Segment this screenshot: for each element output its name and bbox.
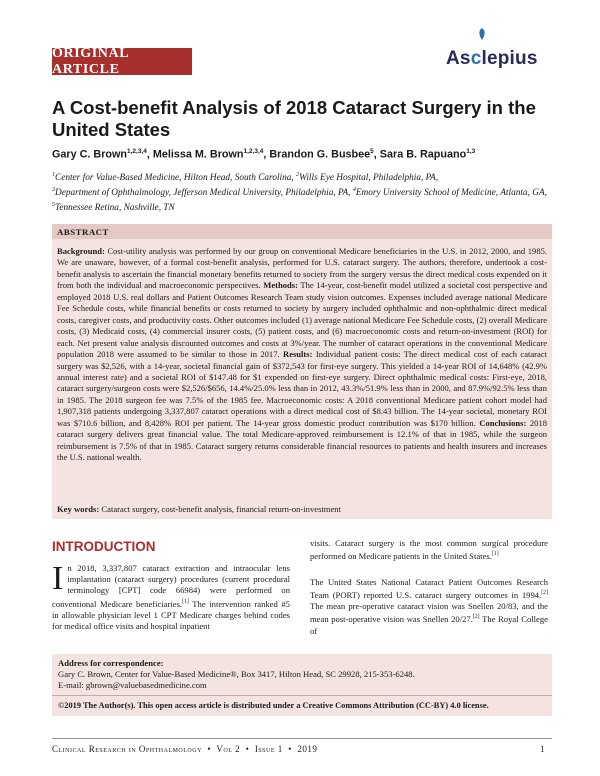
affiliation: Emory University School of Medicine, Atlanta, GA,	[355, 188, 547, 199]
citation-ref[interactable]: [2]	[541, 590, 548, 597]
article-type-tag	[52, 45, 192, 77]
footer-divider	[52, 738, 552, 739]
paper-title: A Cost-benefit Analysis of 2018 Cataract Surgery in the United States	[52, 97, 536, 140]
citation-ref[interactable]: [1]	[491, 551, 499, 558]
volume: Vol 2	[216, 744, 241, 754]
introduction-heading: INTRODUCTION	[52, 539, 156, 554]
correspondence-email[interactable]: E-mail: gbrown@valuebasedmedicine.com	[58, 680, 207, 690]
article-type-label: ORIGINAL ARTICLE	[52, 45, 129, 77]
correspondence-address: Gary C. Brown, Center for Value-Based Medicine®, Box 3417, Hilton Head, SC 29928, 215-353-6248.	[58, 669, 415, 679]
abstract-background: Cost-utility analysis was performed by our group on conventional Medicare beneficiaries in the U.S. in 2012, 2000, and 1985. We are unaware, however, of a formal cost-benefit analysis, performed for U.S. cataract surgery. The authors, therefore, undertook a cost-benefit analysis to ascertain the financial monetary benefits returned to society from the surgery versus the direct medical costs expended on it from both the individual and macroeconomic perspectives.	[57, 246, 548, 291]
author-affil-sup: 5	[370, 148, 374, 155]
author-affil-sup: 1,2,3,4	[127, 148, 147, 155]
author-name: Sara B. Rapuano	[379, 148, 467, 161]
year: 2019	[297, 744, 318, 754]
author-list: Gary C. Brown$^{1,2,3,4}$, Melissa M. Brown$^{1,2,3,4}$, Brandon G. Busbee$^5$, Sara B. Rapuano$^{1,3}$	[52, 148, 476, 161]
copyright-notice: ©2019 The Author(s). This open access article is distributed under a Creative Commons Attribution (CC-BY) 4.0 license.	[58, 701, 489, 710]
author-name: Melissa M. Brown	[152, 148, 244, 161]
correspondence-label: Address for correspondence:	[58, 658, 164, 668]
publisher-logo	[446, 34, 546, 68]
issue: Issue 1	[254, 744, 283, 754]
author-name: Gary C. Brown	[52, 148, 127, 161]
footer-journal-info: Clinical Research in Ophthalmology • Vol 2 • Issue 1 • 2019	[52, 744, 318, 754]
author-name: Brandon G. Busbee	[269, 148, 371, 161]
introduction-left-column: In 2018, 3,337,807 cataract extraction and intraocular lens implantation (cataract surgery) procedures (current procedural terminology [CPT] code 66984) were performed on conventional Medicare beneficiaries.[1] The intervention ranked #5 in allowable physician level 1 CPT Medicare charges behind codes for medical office visits and hospital inpatient	[52, 560, 290, 631]
dropcap: I	[52, 560, 64, 597]
logo-wordmark: Asclepius	[446, 48, 538, 69]
keywords-text: Cataract surgery, cost-benefit analysis, financial return-on-investment	[101, 504, 341, 514]
keywords: Key words: Cataract surgery, cost-benefit analysis, financial return-on-investment	[57, 504, 341, 514]
divider	[52, 695, 552, 696]
logo-leaf-icon	[476, 28, 488, 40]
page-number: 1	[540, 744, 545, 754]
abstract-methods: The 14-year, cost-benefit model utilized a societal cost perspective and employed 2018 U.S. real dollars and Patient Outcomes Research Team study vision outcomes. Expenses included average national Medicare Fee Schedule costs, while financial benefits or costs returned to society by surgery included ophthalmic and non-ophthalmic direct medical costs, caregiver costs, and productivity costs. Other outcomes included (1) average national Medicare Fee Schedule costs, (2) overall Medicare costs, (3) Medicaid costs, (4) commercial insurer costs, (5) patient costs, and (6) macroeconomic costs and return-on-investment (ROI) for each. Net present value analysis discounted outcomes and costs at 3%/year. The number of cataract operations in the conventional Medicare population 2018 were assumed to be similar to those in 2017.	[57, 280, 547, 360]
affiliation: Wills Eye Hospital, Philadelphia, PA,	[299, 173, 439, 184]
correspondence-text	[58, 658, 548, 691]
abstract-heading: ABSTRACT	[52, 224, 552, 239]
affiliation: Department of Ophthalmology, Jefferson Medical University, Philadelphia, PA,	[55, 188, 353, 199]
introduction-right-para1: visits. Cataract surgery is the most common surgical procedure performed on Medicare patients in the United States.[1]	[310, 538, 548, 562]
abstract-conclusions: 2018 cataract surgery delivers great financial value. The total Medicare-approved reimbursement is 12.1% of that in 1985, while the surgeon reimbursement is 7.5% of that in 1985. Cataract surgery returns considerable financial resources to patients and health insurers and increases the U.S. national wealth.	[57, 417, 547, 463]
abstract-results: Individual patient costs: The direct medical cost of each cataract surgery was $2,526, with a 14-year, societal financial gain of $372,543 for first-eye surgery. This yielded a 14-year ROI of 14,648% (42.9% annual interest rate) and a societal ROI of $147.48 for $1 expended on first-eye surgery. Direct ophthalmic medical costs: First-eye, 2018, cataract surgery/surgeon costs were $2,526/$656, 14.4%/25.0% less than in 2012, 43.3%/51.9% less than in 2000, and 87.9%/92.5% less than in 1985. The 2018 surgeon fee was 7.5% of the 1985 fee. Macroeconomic costs: A 2018 conventional Medicare patient cohort model had 1,907,318 patients undergoing 3,337,807 cataract operations with a direct medical cost of $8.43 billion. The 14-year societal, monetary ROI was $710.6 billion, and 8,428% ROI per patient. The 14-year gross domestic product contribution was $170 billion.	[57, 349, 547, 428]
affiliation: Center for Value-Based Medicine, Hilton Head, South Carolina,	[55, 173, 297, 184]
abstract-body: Background: Cost-utility analysis was performed by our group on conventional Medicare beneficiaries in the U.S. in 2012, 2000, and 1985. We are unaware, however, of a formal cost-benefit analysis, performed for U.S. cataract surgery. The authors, therefore, undertook a cost-benefit analysis to ascertain the financial monetary benefits returned to society from the surgery versus the direct medical costs expended on it from both the individual and macroeconomic perspectives. Methods: The 14-year, cost-benefit model utilized a societal cost perspective and employed 2018 U.S. real dollars and Patient Outcomes Research Team study vision outcomes. Expenses included average national Medicare Fee Schedule costs, while financial benefits or costs returned to society by surgery included ophthalmic and non-ophthalmic direct medical costs, caregiver costs, and productivity costs. Other outcomes included (1) average national Medicare Fee Schedule costs, (2) overall Medicare costs, (3) Medicaid costs, (4) commercial insurer costs, (5) patient costs, and (6) macroeconomic costs and return-on-investment (ROI) for each. Net present value analysis discounted outcomes and costs at 3%/year. The number of cataract operations in the conventional Medicare population 2018 were assumed to be similar to those in 2017. Results: Individual patient costs: The direct medical cost of each cataract surgery was $2,526, with a 14-year, societal financial gain of $372,543 for first-eye surgery. This yielded a 14-year ROI of 14,648% (42.9% annual interest rate) and a societal ROI of $147.48 for $1 expended on first-eye surgery. Direct ophthalmic medical costs: First-eye, 2018, cataract surgery/surgeon costs were $2,526/$656, 14.4%/25.0% less than in 2012, 43.3%/51.9% less than in 2000, and 87.9%/92.5% less than in 1985. The 2018 surgeon fee was 7.5% of the 1985 fee. Macroeconomic costs: A 2018 conventional Medicare patient cohort model had 1,907,318 patients undergoing 3,337,807 cataract operations with a direct medical cost of $8.43 billion. The 14-year societal, monetary ROI was $710.6 billion, and 8,428% ROI per patient. The 14-year gross domestic product contribution was $170 billion. Conclusions: 2018 cataract surgery delivers great financial value. The total Medicare-approved reimbursement is 12.1% of that in 1985, while the surgeon reimbursement is 7.5% of that in 1985. Cataract surgery returns considerable financial resources to patients and health insurers and increases the U.S. national wealth.	[57, 246, 548, 463]
author-affil-sup: 1,2,3,4	[243, 148, 264, 155]
journal-name: Clinical Research in Ophthalmology	[52, 744, 202, 754]
citation-ref[interactable]: [1]	[182, 598, 189, 605]
citation-ref[interactable]: [2]	[472, 614, 480, 621]
introduction-right-para2: The United States National Cataract Patient Outcomes Research Team (PORT) reported U.S. cataract surgery outcomes in 1994.[2] The mean pre-operative cataract vision was Snellen 20/83, and the mean post-operative vision was Snellen 20/27.[2] The Royal College of	[310, 577, 548, 636]
author-affil-sup: 1,3	[466, 148, 476, 155]
affiliation: Tennessee Retina, Nashville, TN	[55, 203, 175, 214]
affiliation-list: $^1$Center for Value-Based Medicine, Hilton Head, South Carolina, $^2$Wills Eye Hospital, Philadelphia, PA, $^3$Department of Ophthalmology, Jefferson Medical University, Philadelphia, PA, $^4$Emory University School of Medicine, Atlanta, GA, $^5$Tennessee Retina, Nashville, TN	[52, 172, 547, 214]
